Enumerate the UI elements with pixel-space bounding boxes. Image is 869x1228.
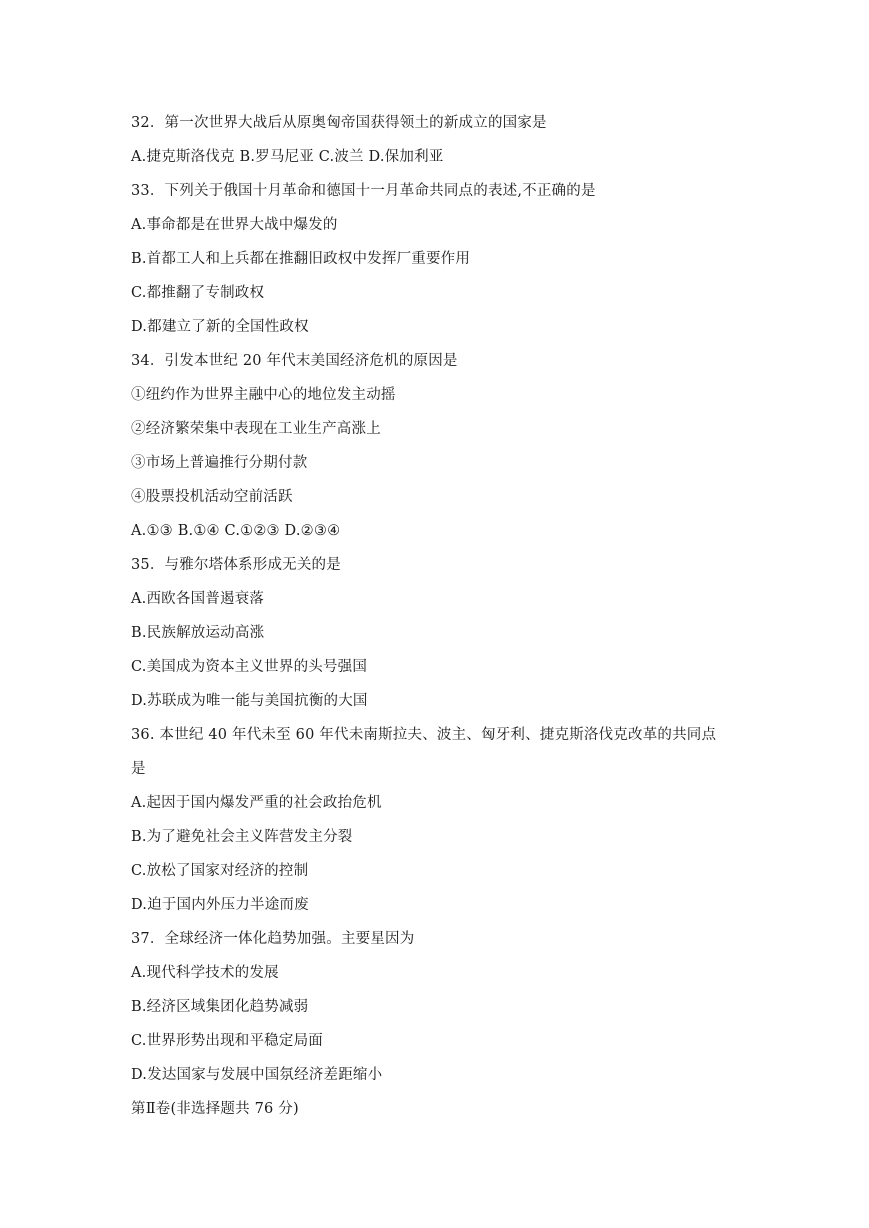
question-33-option-d: D.都建立了新的全国性政权 bbox=[131, 319, 309, 335]
question-37-option-a: A.现代科学技术的发展 bbox=[131, 965, 279, 981]
question-33-option-c: C.都推翻了专制政权 bbox=[131, 285, 265, 301]
question-35-stem: 35．与雅尔塔体系形成无关的是 bbox=[131, 557, 341, 573]
question-33-option-b: B.首都工人和上兵都在推翻旧政权中发挥厂重要作用 bbox=[131, 251, 471, 267]
question-35-option-c: C.美国成为资本主义世界的头号强国 bbox=[131, 659, 368, 675]
question-36-stem-continued: 是 bbox=[131, 761, 146, 777]
question-34-item-4: ④股票投机活动空前活跃 bbox=[131, 489, 293, 505]
question-36-option-d: D.迫于国内外压力半途而废 bbox=[131, 897, 309, 913]
question-34-item-2: ②经济繁荣集中表现在工业生产高涨上 bbox=[131, 421, 381, 437]
question-37-option-c: C.世界形势出现和平稳定局面 bbox=[131, 1033, 323, 1049]
question-32-options: A.捷克斯洛伐克 B.罗马尼亚 C.波兰 D.保加利亚 bbox=[131, 149, 444, 165]
question-36-option-c: C.放松了国家对经济的控制 bbox=[131, 863, 309, 879]
question-35-option-b: B.民族解放运动高涨 bbox=[131, 625, 265, 641]
question-36-option-a: A.起因于国内爆发严重的社会政抬危机 bbox=[131, 795, 382, 811]
question-36-option-b: B.为了避免社会主义阵营发主分裂 bbox=[131, 829, 353, 845]
question-33-option-a: A.事命都是在世界大战中爆发的 bbox=[131, 217, 338, 233]
question-36-stem: 36. 本世纪 40 年代未至 60 年代未南斯拉夫、波主、匈牙利、捷克斯洛伐克改革的共同点 bbox=[131, 727, 717, 743]
question-37-option-b: B.经济区域集团化趋势减弱 bbox=[131, 999, 309, 1015]
question-35-option-d: D.苏联成为唯一能与美国抗衡的大国 bbox=[131, 693, 368, 709]
question-37-stem: 37．全球经济一体化趋势加强。主要星因为 bbox=[131, 931, 415, 947]
question-34-item-3: ③市场上普遍推行分期付款 bbox=[131, 455, 308, 471]
question-33-stem: 33．下列关于俄国十月革命和德国十一月革命共同点的表述,不正确的是 bbox=[131, 183, 596, 199]
section-heading: 第Ⅱ卷(非选择题共 76 分) bbox=[131, 1101, 299, 1117]
question-content bbox=[131, 110, 751, 1130]
question-35-option-a: A.西欧各国普遏衰落 bbox=[131, 591, 265, 607]
question-32-stem: 32．第一次世界大战后从原奥匈帝国获得领土的新成立的国家是 bbox=[131, 115, 547, 131]
question-37-option-d: D.发达国家与发展中国氛经济差距缩小 bbox=[131, 1067, 383, 1083]
question-34-options: A.①③ B.①④ C.①②③ D.②③④ bbox=[131, 523, 341, 539]
question-34-item-1: ①纽约作为世界主融中心的地位发主动摇 bbox=[131, 387, 396, 403]
question-34-stem: 34．引发本世纪 20 年代末美国经济危机的原因是 bbox=[131, 353, 458, 369]
